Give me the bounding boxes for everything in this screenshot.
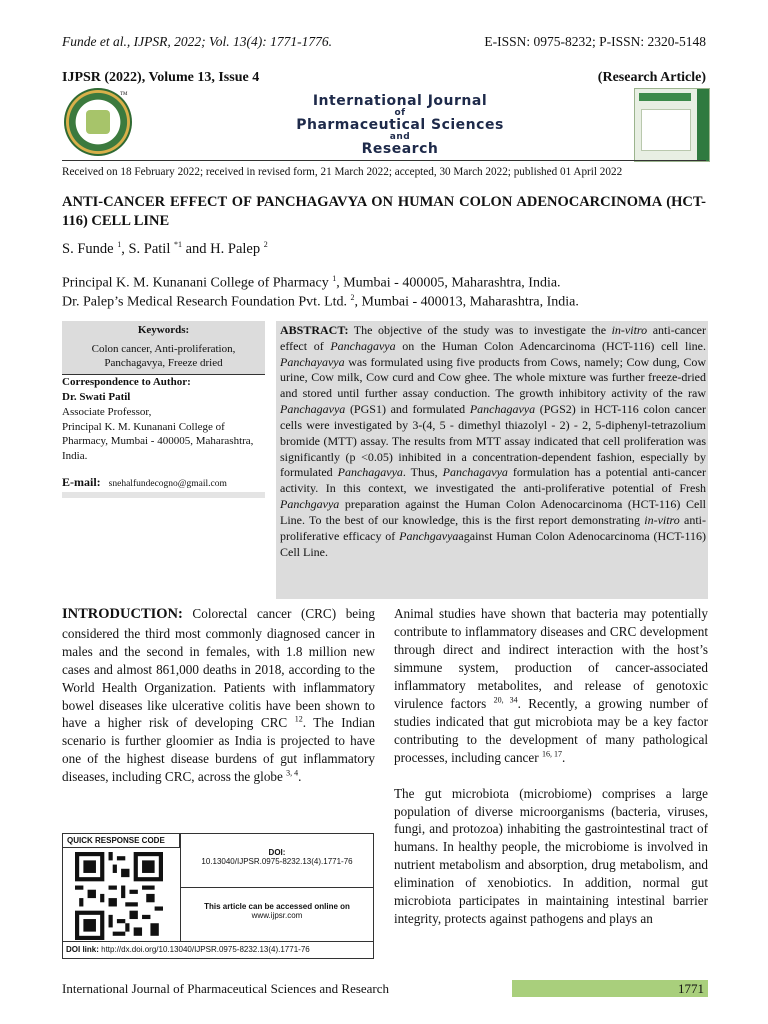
author-2: S. Patil	[128, 240, 171, 257]
journal-wordmark	[290, 94, 510, 157]
correspondence-title: Correspondence to Author:	[62, 376, 191, 388]
correspondence-box	[62, 374, 265, 494]
paragraph-gut-microbiota: The gut microbiota (microbiome) comprises a large population of diverse microorganisms (bacteria, viruses, fungi, and protozoa) inhabiting the gastrointestinal tract of humans. In healthy people, the microbiome is involved in nutrient metabolism and absorption, drug metabolism, and elimination of xenobiotics. In addition, normal gut microbiota participates in maintaining intestinal barrier integrity, protects against pathogens and plays an	[394, 785, 708, 927]
journal-line3: Pharmaceutical Sciences	[296, 117, 504, 134]
affiliation-2: Dr. Palep’s Medical Research Foundation Pvt. Ltd. $^2$, Mumbai - 400013, Maharashtra, India.	[62, 292, 579, 310]
running-citation: Funde et al., IJPSR, 2022; Vol. 13(4): 1771-1776.	[62, 34, 332, 49]
keywords-title: Keywords:	[137, 324, 190, 336]
keywords-box-footer	[62, 492, 265, 498]
seal-trademark: TM	[120, 92, 128, 97]
qr-heading: QUICK RESPONSE CODE	[63, 834, 180, 848]
paragraph-animal-studies: Animal studies have shown that bacteria may potentially contribute to inflammatory diseases and CRC development through direct and indirect interaction with the host’s simmune system, production of cancer-associated inflammatory metabolites, and release of genotoxic virulence factors $^{20, 34}$. Recently, a growing number of studies indicated that gut microbiota may be a key factor contributing to the development of many pathological processes, including cancer $^{16, 17}$.	[394, 606, 709, 765]
qr-info-box	[62, 833, 374, 959]
introduction-text: INTRODUCTION: Colorectal cancer (CRC) being considered the third most commonly diagnosed cancer in males and the second in females, with 1.8 million new cases and almost 861,000 deaths in 2018, according to the World Health Organization. Patients with inflammatory bowel diseases like ulcerative colitis have been shown to have a higher risk of developing CRC $^{12}$. The Indian scenario is further gloomier as India is projected to have one of the highest disease burdens of gut inflammatory diseases, including CRC, across the globe $^{3, 4}$.	[62, 606, 375, 785]
received-dates: Received on 18 February 2022; received in revised form, 21 March 2022; accepted, 30 March 2022; published 01 April 2022	[62, 166, 623, 178]
affiliation-1: Principal K. M. Kunanani College of Pharmacy $^1$, Mumbai - 400005, Maharashtra, India.	[62, 274, 561, 291]
journal-line5: Research	[361, 141, 439, 158]
article-type: (Research Article)	[597, 70, 706, 85]
journal-cover-thumbnail	[634, 88, 710, 162]
access-text: This article can be accessed online on	[204, 902, 350, 911]
journal-seal-logo	[64, 88, 132, 156]
qr-code-icon	[75, 852, 163, 940]
access-cell	[181, 888, 373, 941]
access-site[interactable]: www.ijpsr.com	[251, 911, 303, 920]
author-list: S. Funde $^1$, S. Patil $^{*1}$ and H. Palep $^2$	[62, 240, 268, 257]
correspondence-name: Dr. Swati Patil	[62, 390, 131, 403]
doi-cell	[181, 834, 373, 888]
issue-info: IJPSR (2022), Volume 13, Issue 4	[62, 70, 260, 85]
correspondence-role: Associate Professor,	[62, 405, 152, 418]
correspondence-address: Principal K. M. Kunanani College of Pharmacy, Mumbai - 400005, Maharashtra, India.	[62, 420, 254, 463]
doi-link-label: DOI link:	[66, 945, 99, 954]
journal-line4: and	[389, 131, 411, 142]
abstract-box: ABSTRACT: The objective of the study was to investigate the in-vitro anti-cancer effect of Panchagavya on the Human Colon Adencarcinoma (HCT-116) cell line. Panchayavya was formulated using five products from Cows, namely; Cow dung, Cow urine, Cow milk, Cow curd and Cow ghee. The whole mixture was further freeze-dried and stored until further assay conduction. The growth inhibitory activity of the raw Panchagavya (PGS1) and formulated Panchagavya (PGS2) in HCT-116 colon cancer cells were investigated by 3-(4, 5 - dimethyl thiazolyl - 2) - 2, 5-diphenyl-tetrazolium bromide (MTT) assay. The results from MTT assay indicated that cell proliferation was significantly (p <0.05) inhibited in a concentration-dependent fashion, especially by formulated Panchagavya. Thus, Panchagavya formulation has a potential anti-cancer activity. In this context, we investigated the anti-proliferative potential of Fresh Panchgavya preparation against the Human Colon Adenocarcinoma (HCT-116) Cell Line. To the best of our knowledge, this is the first report demonstrating in-vitro anti-proliferative efficacy of Panchgavyaagainst Human Colon Adenocarcinoma (HCT-116) Cell Line.	[276, 321, 708, 599]
email-address[interactable]: snehalfundecogno@gmail.com	[108, 479, 227, 490]
footer-journal-name: International Journal of Pharmaceutical Sciences and Research	[62, 981, 390, 996]
journal-line2: of	[394, 107, 406, 118]
doi-link[interactable]: http://dx.doi.org/10.13040/IJPSR.0975-8232.13(4).1771-76	[101, 945, 310, 954]
doi-link-row	[63, 941, 373, 957]
right-column-text	[394, 605, 708, 928]
doi-value: 10.13040/IJPSR.0975-8232.13(4).1771-76	[201, 857, 353, 866]
journal-line1: International Journal	[312, 93, 488, 109]
footer-page-number: 1771	[512, 980, 708, 997]
affiliations	[62, 274, 579, 312]
article-title: ANTI-CANCER EFFECT OF PANCHAGAVYA ON HUMAN COLON ADENOCARCINOMA (HCT-116) CELL LINE	[62, 194, 706, 229]
header-rule	[62, 160, 706, 161]
email-row	[62, 474, 265, 491]
keywords-box	[62, 321, 265, 375]
author-3: H. Palep	[210, 240, 261, 257]
doi-label: DOI:	[268, 848, 286, 857]
email-label: E-mail:	[62, 475, 101, 490]
keywords-text: Colon cancer, Anti-proliferation, Panchagavya, Freeze dried	[91, 343, 236, 370]
author-1: S. Funde	[62, 240, 114, 257]
issn: E-ISSN: 0975-8232; P-ISSN: 2320-5148	[484, 34, 706, 49]
